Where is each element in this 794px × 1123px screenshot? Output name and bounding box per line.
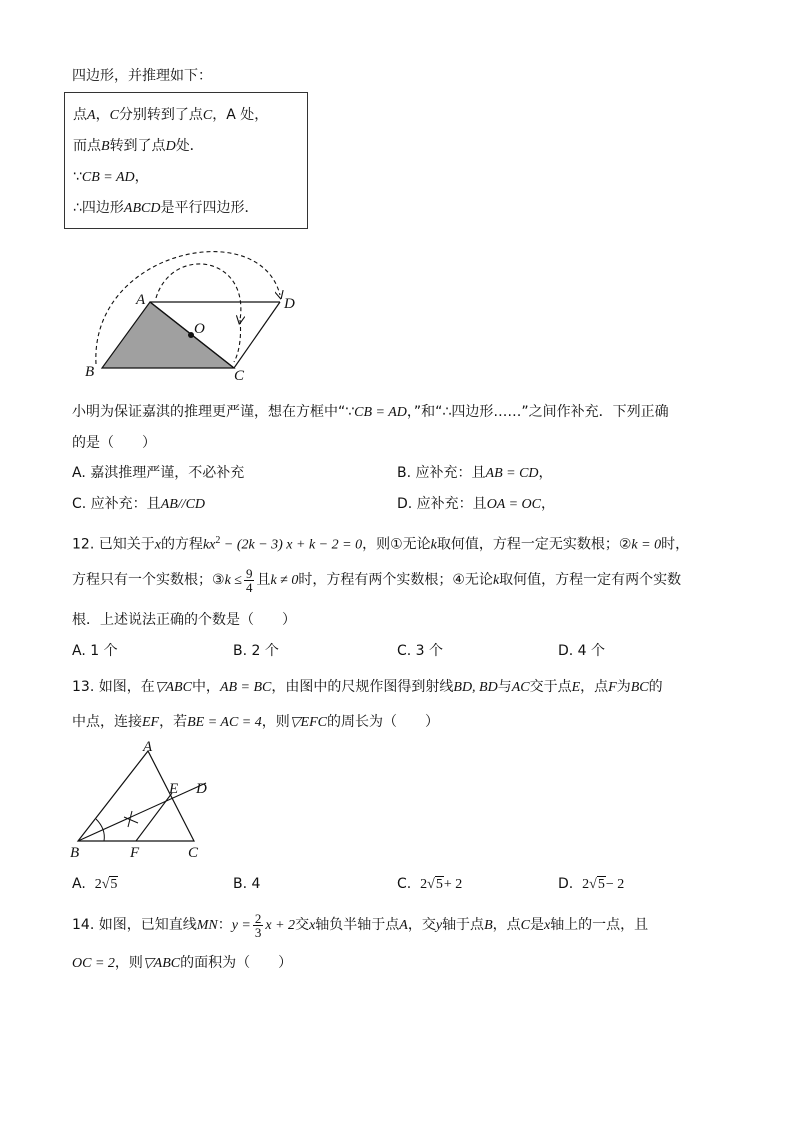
label-c: C: [188, 845, 199, 861]
q12-option-b[interactable]: B. 2 个: [233, 643, 279, 659]
shaded-triangle-abc: [102, 302, 234, 368]
q12-line-2: 方程只有一个实数根；③k ≤ $\frac{9}{4}$ 且k ≠ 0时，方程有两个实数根；④无论k取何值，方程一定有两个实数: [72, 565, 682, 595]
q13-line-1: 13. 如图，在▽ABC中，AB = BC，由图中的尺规作图得到射线BD, BD与AC交于点E，点F为BC的: [72, 679, 663, 695]
q11-option-b[interactable]: B. 应补充：且AB = CD，: [397, 465, 553, 481]
q11-option-c[interactable]: C. 应补充：且AB//CD: [72, 496, 206, 512]
construction-arc: [96, 819, 104, 841]
q12-line-1: 12. 已知关于x的方程$kx^2 - (2k - 3) x + k - 2 = 0$，则①无论k取何值，方程一定无实数根；②k = 0时，: [72, 535, 690, 553]
box-line-2: 而点B转到了点D处．: [73, 138, 204, 154]
label-o: O: [194, 321, 205, 337]
figure-angle-bisector: [66, 737, 226, 862]
q14-line-2: OC = 2，则▽ABC的面积为（ ）: [72, 955, 293, 971]
label-a: A: [143, 739, 153, 755]
q13-option-d[interactable]: D. 2√5− 2: [558, 876, 625, 892]
label-c: C: [234, 368, 245, 384]
label-d: D: [196, 781, 207, 797]
label-d: D: [284, 296, 295, 312]
label-b: B: [85, 364, 95, 380]
q13-line-2: 中点，连接EF，若BE = AC = 4，则▽EFC的周长为（ ）: [72, 714, 439, 730]
q12-option-a[interactable]: A. 1 个: [72, 643, 118, 659]
q14-line-1: 14. 如图，已知直线MN：y = $\frac{2}{3}$ x + 2交x轴负半轴于点A，交y轴于点B，点C是x轴上的一点，且: [72, 910, 649, 940]
label-e: E: [169, 781, 179, 797]
q12-option-d[interactable]: D. 4 个: [558, 643, 606, 659]
q11-option-d[interactable]: D. 应补充：且OA = OC，: [397, 496, 555, 512]
q11-stem-line-1: 小明为保证嘉淇的推理更严谨，想在方框中“∵CB = AD，”和“∴四边形……”之间作补充．下列正确: [72, 404, 669, 420]
q11-option-a[interactable]: A. 嘉淇推理严谨，不必补充: [72, 465, 245, 481]
q13-option-b[interactable]: B. 4: [233, 876, 261, 892]
q12-option-c[interactable]: C. 3 个: [397, 643, 444, 659]
label-f: F: [130, 845, 140, 861]
box-line-1: 点A，C分别转到了点C，A 处，: [73, 107, 269, 123]
dashed-arc-inner-tail: [234, 320, 241, 362]
segment-ef: [136, 793, 172, 841]
q11-stem-line-2: 的是（ ）: [72, 435, 156, 451]
q13-option-c[interactable]: C. 2√5+ 2: [397, 876, 463, 892]
box-line-4: ∴四边形ABCD是平行四边形．: [73, 200, 259, 216]
dashed-arc-inner: [156, 264, 241, 320]
figure-rotation-parallelogram: [80, 240, 310, 385]
q12-line-3: 根．上述说法正确的个数是（ ）: [72, 612, 296, 628]
label-a: A: [136, 292, 146, 308]
q13-option-a[interactable]: A. 2√5: [72, 876, 118, 892]
intro-text: 四边形，并推理如下：: [72, 68, 212, 84]
box-line-3: ∵CB = AD，: [73, 169, 149, 185]
label-b: B: [70, 845, 80, 861]
